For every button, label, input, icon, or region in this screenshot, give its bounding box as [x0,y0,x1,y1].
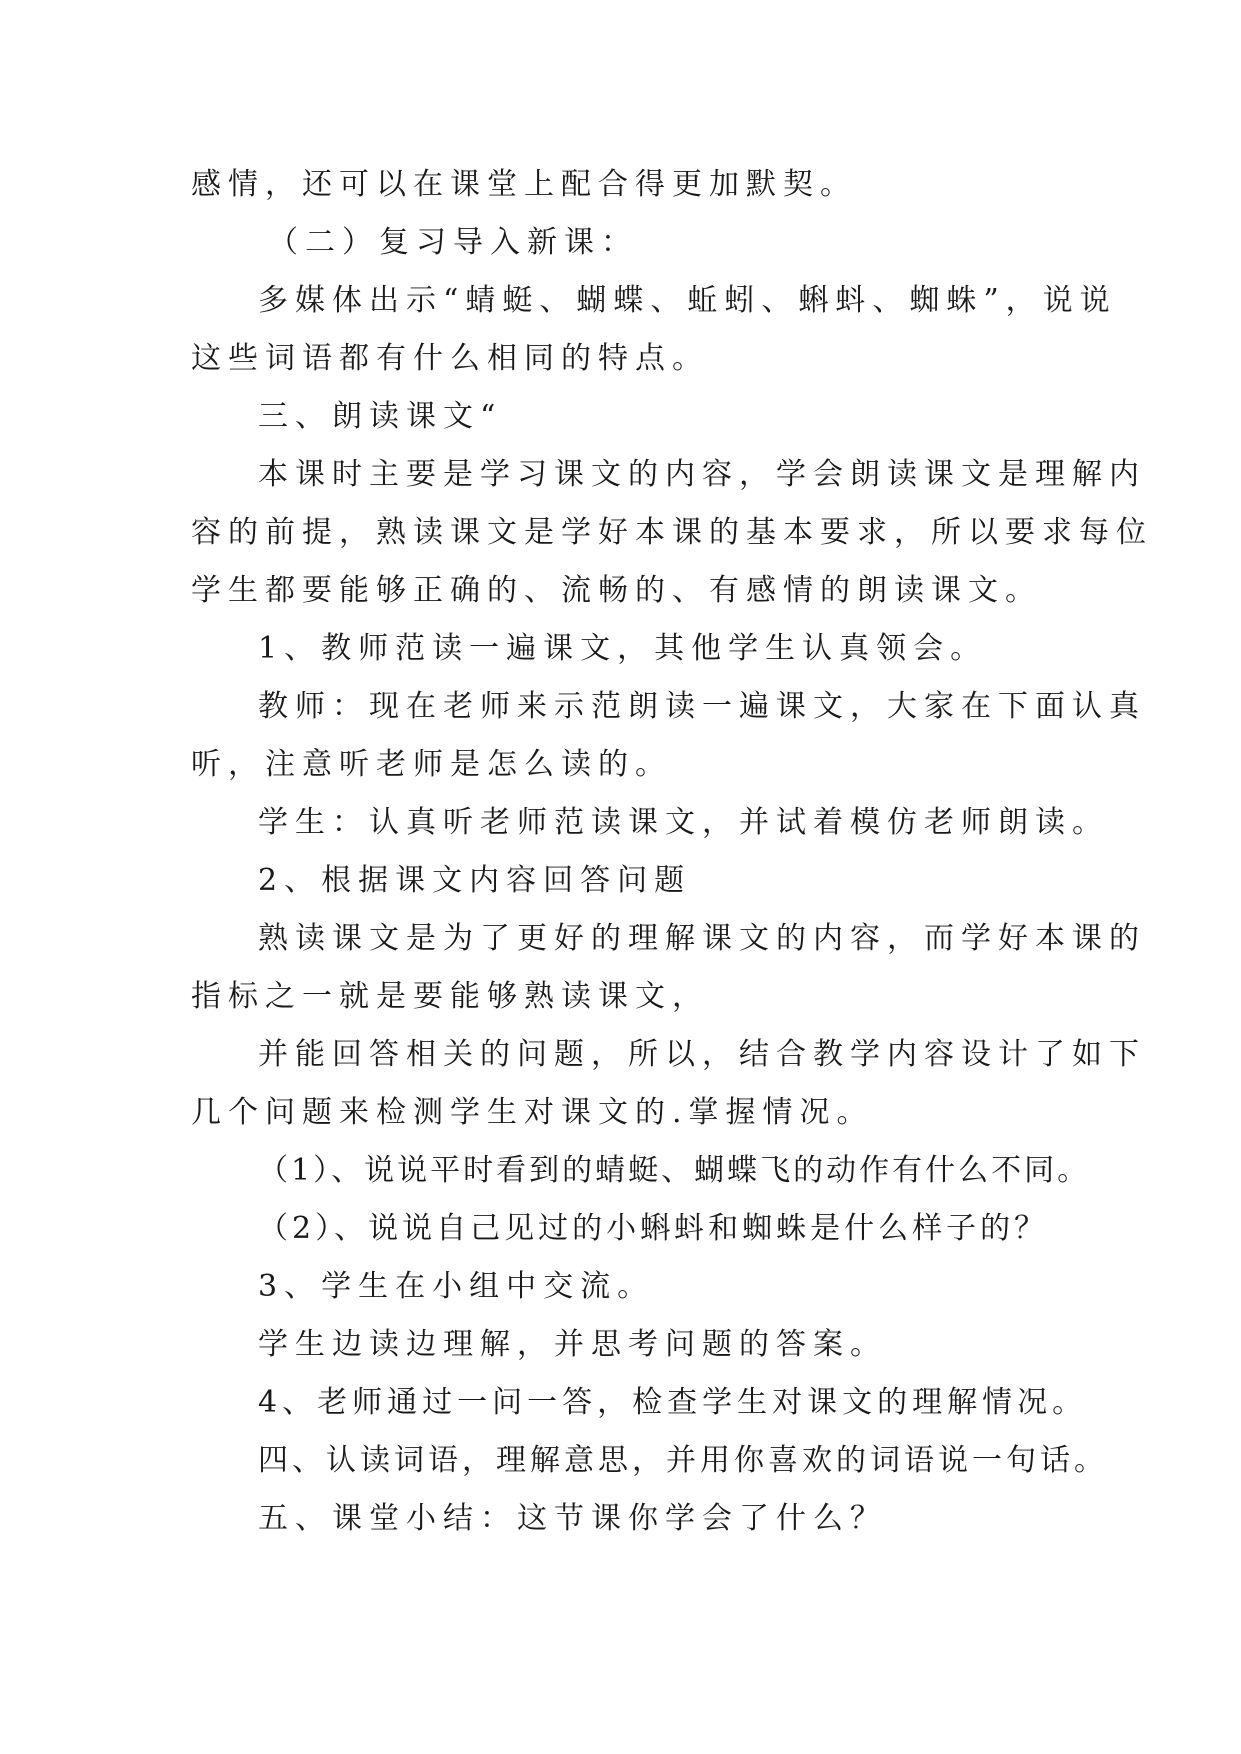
text-line: 教师：现在老师来示范朗读一遍课文，大家在下面认真 [258,689,1146,724]
section-heading: 三、朗读课文“ [258,399,503,434]
text-line: 并能回答相关的问题，所以，结合教学内容设计了如下 [258,1037,1146,1072]
question-item: （2）、说说自己见过的小蝌蚪和蜘蛛是什么样子的？ [258,1211,1049,1246]
text-line: 这些词语都有什么相同的特点。 [191,341,709,376]
section-heading: （二）复习导入新课： [268,225,638,260]
text-line: 学生边读边理解，并思考问题的答案。 [258,1327,887,1362]
section-heading: 五、课堂小结：这节课你学会了什么？ [258,1501,887,1536]
list-item: 3、学生在小组中交流。 [258,1269,655,1304]
question-item: （1）、说说平时看到的蜻蜓、蝴蝶飞的动作有什么不同。 [258,1153,1091,1188]
text-line: 听，注意听老师是怎么读的。 [191,747,672,782]
section-heading: 四、认读词语，理解意思，并用你喜欢的词语说一句话。 [258,1443,1108,1478]
text-line: 多媒体出示“蜻蜓、蝴蝶、蚯蚓、蝌蚪、蜘蛛”，说说 [258,283,1117,318]
text-line: 几个问题来检测学生对课文的.掌握情况。 [191,1095,874,1130]
text-line: 学生都要能够正确的、流畅的、有感情的朗读课文。 [191,573,1042,608]
text-line: 感情，还可以在课堂上配合得更加默契。 [191,167,857,202]
text-line: 容的前提，熟读课文是学好本课的基本要求，所以要求每位 [191,515,1153,550]
list-item: 1、教师范读一遍课文，其他学生认真领会。 [258,631,988,666]
list-item: 2、根据课文内容回答问题 [258,863,692,898]
text-line: 本课时主要是学习课文的内容，学会朗读课文是理解内 [258,457,1146,492]
text-line: 学生：认真听老师范读课文，并试着模仿老师朗读。 [258,805,1109,840]
text-line: 熟读课文是为了更好的理解课文的内容，而学好本课的 [258,921,1146,956]
text-line: 指标之一就是要能够熟读课文， [191,979,709,1014]
list-item: 4、老师通过一问一答，检查学生对课文的理解情况。 [258,1385,1088,1420]
